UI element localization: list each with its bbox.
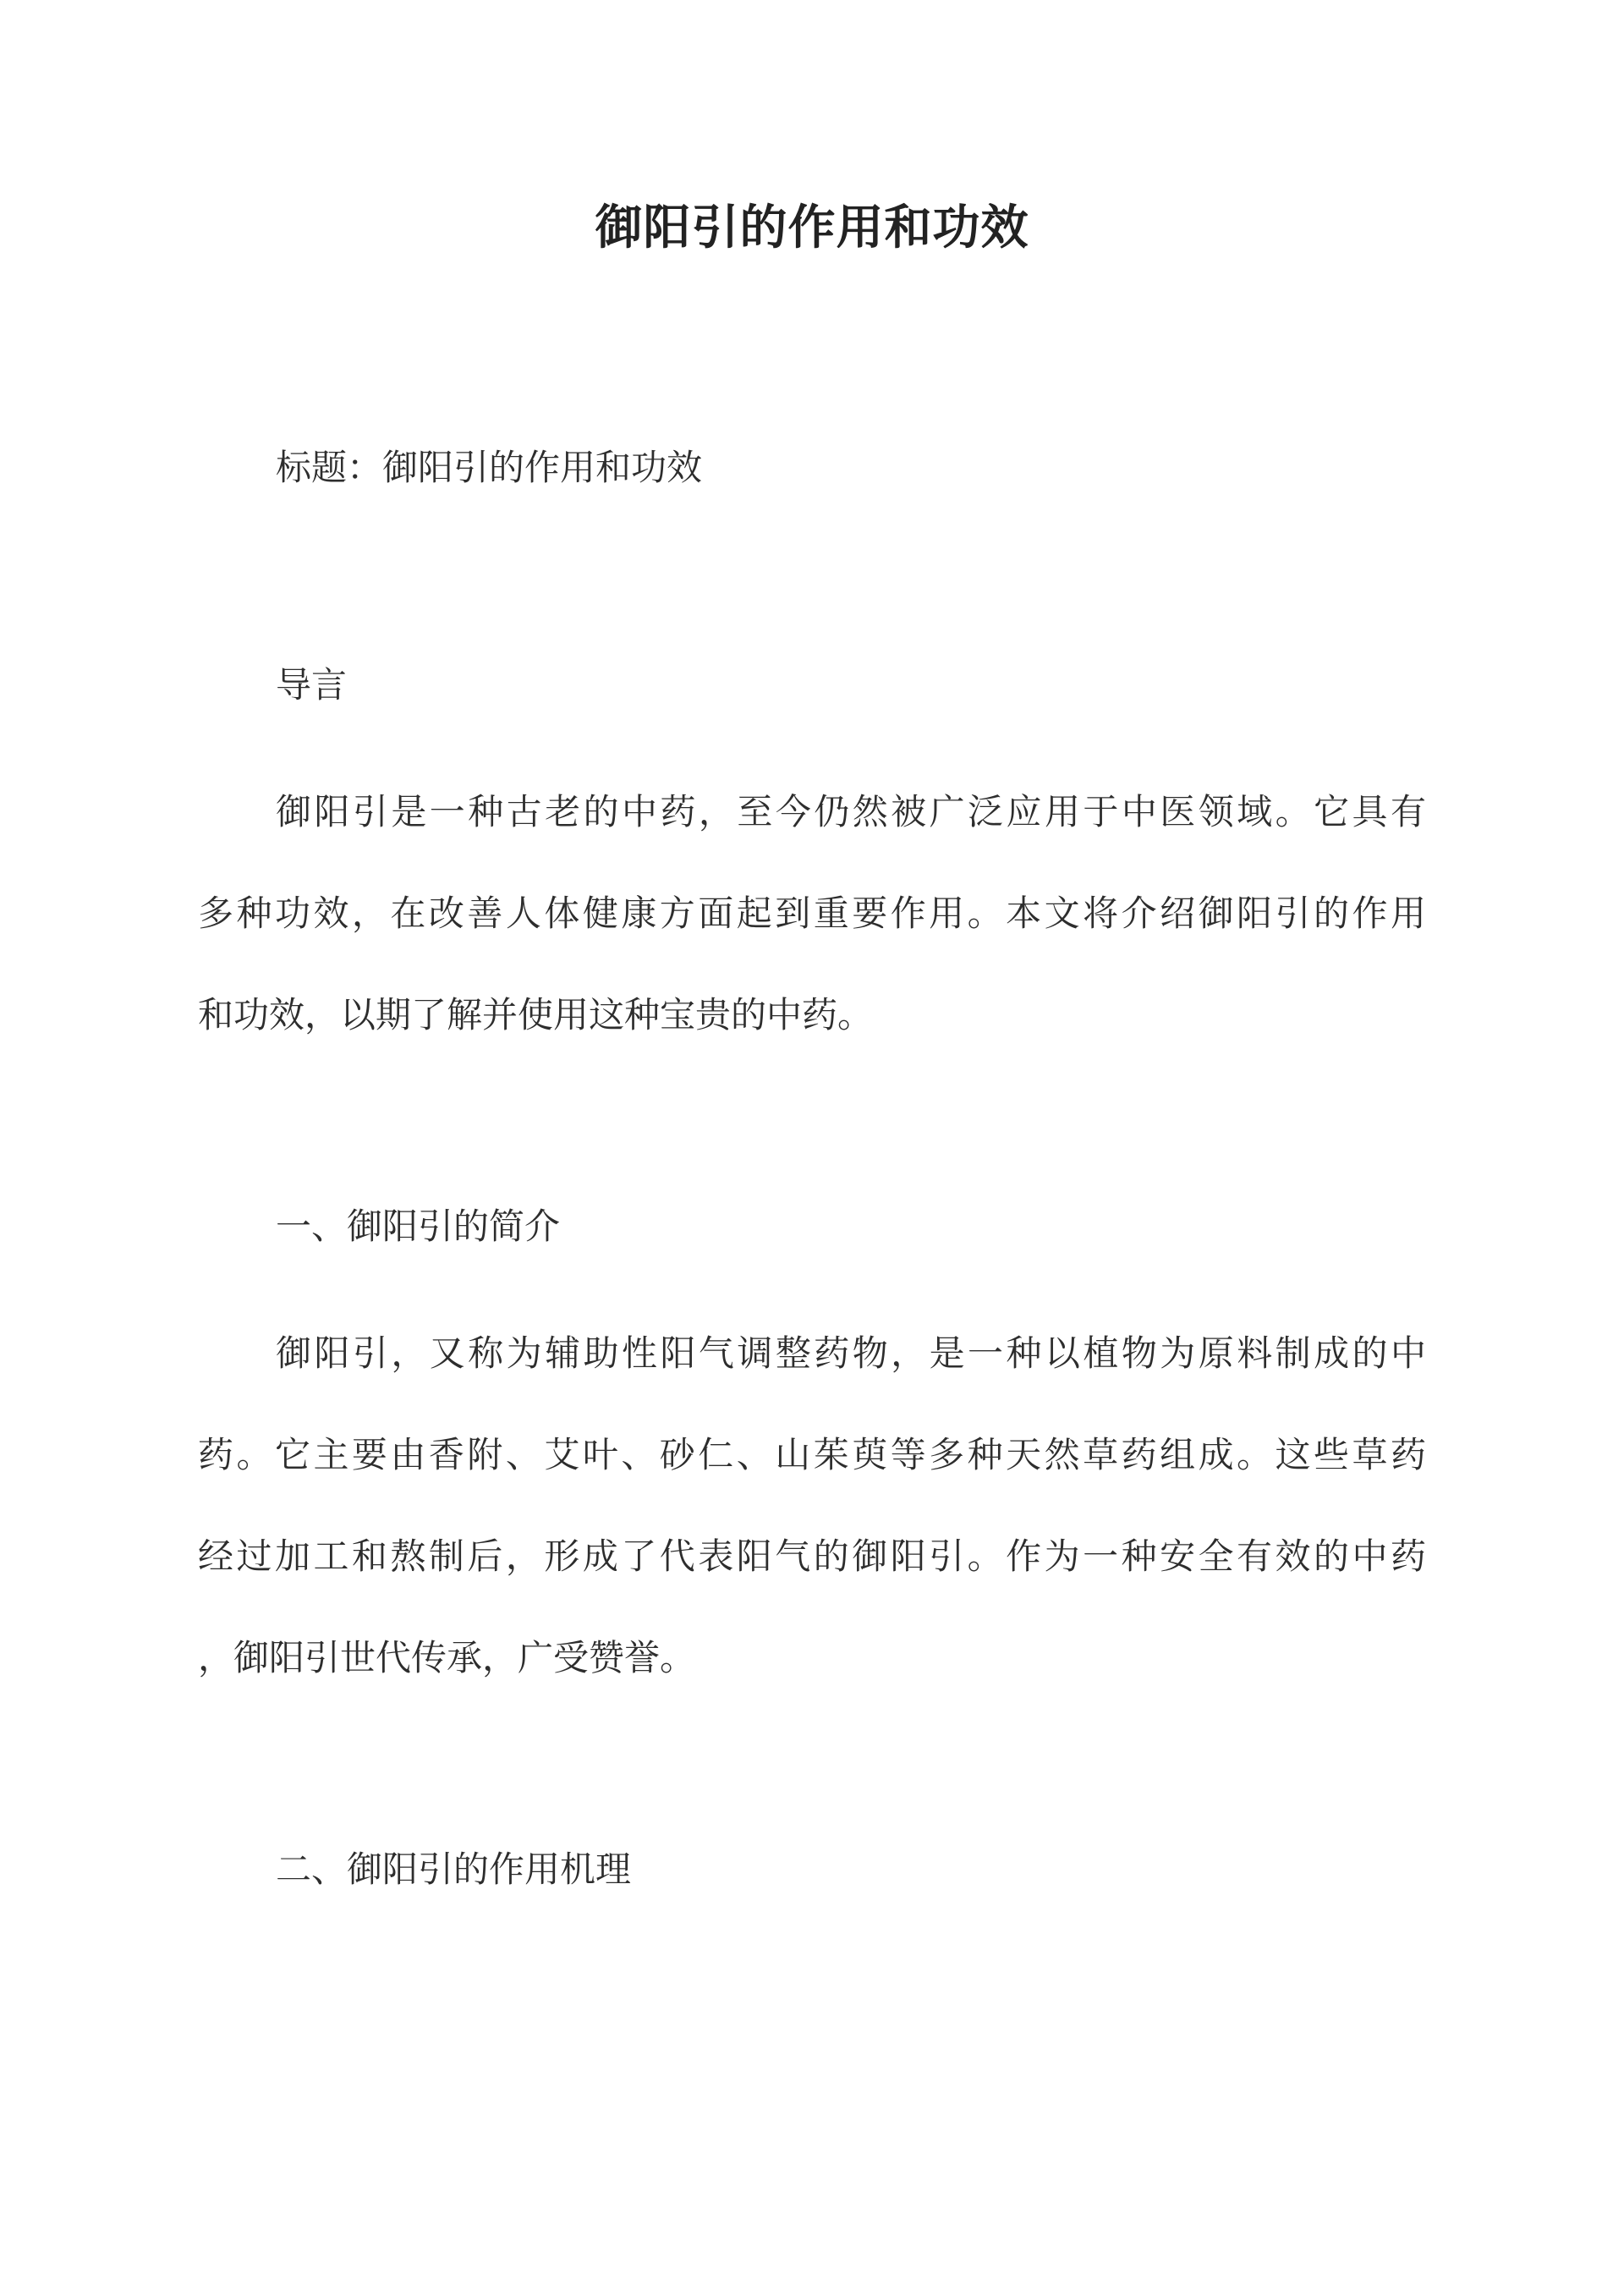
- document-title: 御阳引的作用和功效: [595, 200, 1029, 255]
- paragraph-line: 药。它主要由香附、艾叶、砂仁、山茱萸等多种天然草药组成。这些草药: [198, 1434, 1426, 1475]
- subtitle-line: 标题：御阳引的作用和功效: [276, 447, 703, 488]
- paragraph-line: 多种功效，在改善人体健康方面起到重要作用。本文将介绍御阳引的作用: [198, 893, 1426, 934]
- section1-heading: 一、御阳引的简介: [276, 1206, 561, 1247]
- intro-heading: 导言: [276, 664, 348, 706]
- paragraph-line: 和功效，以期了解并使用这种宝贵的中药。: [198, 994, 874, 1035]
- paragraph-line: 御阳引是一种古老的中药，至今仍然被广泛应用于中医领域。它具有: [276, 791, 1426, 832]
- paragraph-line: 御阳引，又称为辅助性阳气调整药物，是一种以植物为原料制成的中: [276, 1332, 1426, 1374]
- section2-heading: 二、御阳引的作用机理: [276, 1848, 632, 1890]
- paragraph-line: ，御阳引世代传承，广受赞誉。: [198, 1637, 696, 1678]
- paragraph-line: 经过加工和熬制后，形成了代表阳气的御阳引。作为一种安全有效的中药: [198, 1535, 1426, 1577]
